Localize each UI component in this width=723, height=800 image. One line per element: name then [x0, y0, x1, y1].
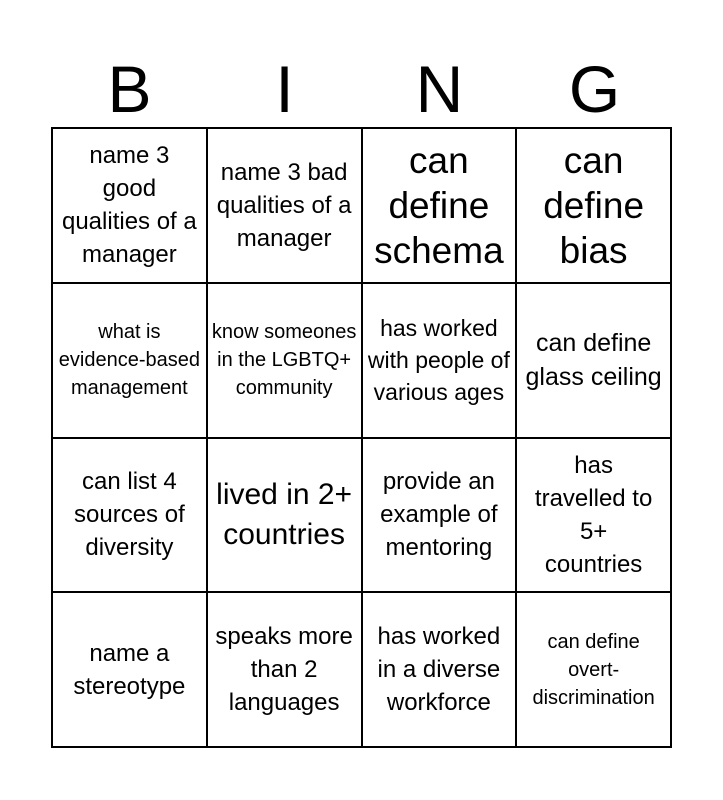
cell-text: speaks more than 2 languages [215, 623, 353, 717]
cell-text: can list 4 sources of diversity [74, 468, 185, 562]
bingo-cell[interactable] [517, 284, 672, 439]
bingo-cell[interactable] [517, 593, 672, 748]
header-letter-b: B [107, 52, 152, 126]
bingo-cell[interactable] [53, 593, 208, 748]
cell-text: can define overt-discrimination [532, 630, 655, 709]
cell-text: name 3 good qualities of a manager [61, 142, 197, 269]
cell-text: name a stereotype [73, 639, 186, 700]
bingo-header [52, 50, 672, 128]
bingo-cell[interactable] [517, 439, 672, 594]
bingo-cell[interactable] [208, 439, 363, 594]
bingo-cell[interactable] [363, 129, 518, 284]
header-letter-i: I [275, 52, 294, 126]
bingo-cell[interactable] [517, 129, 672, 284]
cell-text: what is evidence-based management [58, 321, 200, 400]
cell-text: has worked in a diverse workforce [377, 623, 501, 717]
bingo-cell[interactable] [53, 129, 208, 284]
cell-text: has worked with people of various ages [367, 315, 510, 406]
cell-text: know someones in the LGBTQ+ community [211, 321, 357, 400]
bingo-cell[interactable] [363, 439, 518, 594]
bingo-grid [51, 127, 672, 748]
bingo-cell[interactable] [208, 593, 363, 748]
cell-text: provide an example of mentoring [380, 468, 498, 562]
bingo-cell[interactable] [208, 284, 363, 439]
bingo-cell[interactable] [208, 129, 363, 284]
header-letter-g: G [568, 52, 621, 126]
cell-text: name 3 bad qualities of a manager [216, 158, 352, 252]
bingo-cell[interactable] [363, 284, 518, 439]
cell-text: lived in 2+ countries [216, 477, 353, 551]
cell-text: has travelled to 5+ countries [534, 451, 653, 578]
cell-text: can define schema [374, 139, 504, 271]
bingo-cell[interactable] [53, 284, 208, 439]
bingo-cell[interactable] [53, 439, 208, 594]
header-letter-n: N [415, 52, 464, 126]
cell-text: can define bias [543, 139, 645, 271]
bingo-cell[interactable] [363, 593, 518, 748]
cell-text: can define glass ceiling [525, 329, 662, 392]
